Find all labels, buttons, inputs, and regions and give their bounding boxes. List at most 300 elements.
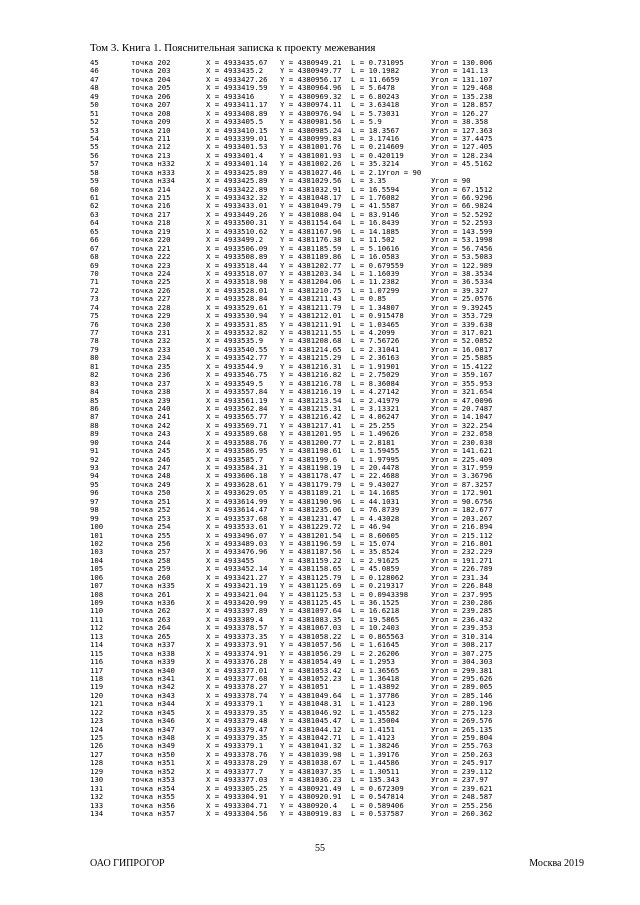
segment-length: L = 2.41979 xyxy=(351,395,400,405)
segment-angle: Угол = 25.5885 xyxy=(431,353,493,363)
point-name: точка 221 xyxy=(131,243,171,253)
point-name: точка 254 xyxy=(131,522,171,532)
segment-length: L = 41.5587 xyxy=(351,201,400,211)
point-x: X = 4933421.19 xyxy=(206,581,268,591)
segment-angle: Угол = 230.286 xyxy=(431,598,493,607)
point-y: Y = 4381200.77 xyxy=(280,437,342,447)
point-x: X = 4933377.01 xyxy=(206,665,268,675)
segment-length: L = 11.502 xyxy=(351,235,395,245)
point-x: X = 4933506.09 xyxy=(206,243,268,253)
segment-length: L = 3.17416 xyxy=(351,133,400,143)
point-index: 58 xyxy=(90,167,99,177)
segment-angle: Угол = 56.7456 xyxy=(431,243,493,253)
point-index: 122 xyxy=(90,707,104,717)
segment-length: L = 10.1982 xyxy=(351,66,400,76)
point-index: 112 xyxy=(90,623,104,633)
point-x: X = 4933379.47 xyxy=(206,724,268,734)
point-index: 107 xyxy=(90,581,104,591)
segment-length: L = 3.13321 xyxy=(351,403,400,413)
point-index: 86 xyxy=(90,403,99,413)
point-index: 49 xyxy=(90,91,99,101)
point-name: точка 240 xyxy=(131,403,171,413)
point-y: Y = 4381229.72 xyxy=(280,522,342,532)
point-index: 129 xyxy=(90,766,104,776)
segment-length: L = 45.0859 xyxy=(351,564,400,574)
point-name: точка 211 xyxy=(131,133,171,143)
point-name: точка н348 xyxy=(131,733,175,742)
point-x: X = 4933378.57 xyxy=(206,623,268,633)
segment-length: L = 0.85 xyxy=(351,294,387,304)
segment-length: L = 0.672309 xyxy=(351,783,404,793)
point-name: точка 223 xyxy=(131,260,171,270)
point-x: X = 4933557.84 xyxy=(206,387,268,397)
segment-angle: Угол = 25.0576 xyxy=(431,294,493,304)
point-x: X = 4933399.01 xyxy=(206,133,268,143)
segment-angle: Угол = 317.021 xyxy=(431,328,493,337)
segment-length: L = 15.074 xyxy=(351,538,395,548)
point-name: точка н336 xyxy=(131,598,175,607)
segment-angle: Угол = 269.576 xyxy=(431,716,493,726)
point-index: 65 xyxy=(90,226,99,236)
point-index: 123 xyxy=(90,716,104,726)
segment-length: L = 1.4123 xyxy=(351,699,395,709)
segment-angle: Угол = 225.409 xyxy=(431,454,493,464)
point-index: 46 xyxy=(90,66,99,76)
point-y: Y = 4381216.19 xyxy=(280,387,342,397)
point-index: 73 xyxy=(90,294,99,304)
point-index: 71 xyxy=(90,277,99,287)
segment-length: L = 0.537587 xyxy=(351,808,404,818)
segment-angle: Угол = 15.4122 xyxy=(431,361,493,371)
segment-angle: Угол = 236.432 xyxy=(431,614,493,624)
segment-length: L = 19.5865 xyxy=(351,614,400,624)
point-x: X = 4933419.59 xyxy=(206,83,268,93)
segment-length: L = 8.60605 xyxy=(351,530,400,540)
point-index: 126 xyxy=(90,741,104,751)
point-index: 93 xyxy=(90,463,99,472)
point-y: Y = 4381002.26 xyxy=(280,159,342,169)
segment-angle: Угол = 295.626 xyxy=(431,673,493,683)
point-index: 75 xyxy=(90,311,99,321)
point-index: 62 xyxy=(90,201,99,211)
point-x: X = 4933489.03 xyxy=(206,538,268,548)
segment-length: L = 2.75029 xyxy=(351,370,400,380)
segment-angle: Угол = 226.848 xyxy=(431,581,493,591)
point-y: Y = 4381038.67 xyxy=(280,758,342,768)
segment-angle: Угол = 203.267 xyxy=(431,513,493,523)
point-x: X = 4933544.9 xyxy=(206,361,264,371)
point-x: X = 4933565.77 xyxy=(206,412,268,422)
point-name: точка н338 xyxy=(131,648,175,658)
point-x: X = 4933421.27 xyxy=(206,572,268,582)
segment-angle: Угол = 237.97 xyxy=(431,775,489,785)
point-name: точка 208 xyxy=(131,108,171,118)
point-name: точка 256 xyxy=(131,538,171,548)
point-x: X = 4933540.55 xyxy=(206,344,268,354)
point-index: 78 xyxy=(90,336,99,346)
segment-length: L = 10.2403 xyxy=(351,623,400,633)
segment-angle: Угол = 299.381 xyxy=(431,665,493,675)
point-index: 117 xyxy=(90,665,104,675)
segment-angle: Угол = 67.1512 xyxy=(431,184,493,194)
point-y: Y = 4381058.22 xyxy=(280,631,342,641)
point-name: точка н351 xyxy=(131,758,175,768)
point-name: точка н350 xyxy=(131,749,175,759)
point-y: Y = 4381216.42 xyxy=(280,412,342,422)
segment-length: L = 5.73031 xyxy=(351,108,400,118)
point-y: Y = 4381214.65 xyxy=(280,344,342,354)
point-name: точка 205 xyxy=(131,83,171,93)
point-y: Y = 4381201.54 xyxy=(280,530,342,540)
segment-length: L = 3.63418 xyxy=(351,100,400,110)
point-name: точка 258 xyxy=(131,555,171,565)
point-name: точка 212 xyxy=(131,142,171,152)
segment-angle: Угол = 3.36796 xyxy=(431,471,493,481)
footer-organization: ОАО ГИПРОГОР xyxy=(90,858,165,869)
segment-angle: Угол = 127.405 xyxy=(431,142,493,152)
point-index: 76 xyxy=(90,319,99,329)
point-index: 56 xyxy=(90,150,99,160)
point-y: Y = 4380999.83 xyxy=(280,133,342,143)
segment-angle: Угол = 359.167 xyxy=(431,370,493,380)
segment-length: L = 11.6659 xyxy=(351,74,400,84)
point-name: точка 241 xyxy=(131,412,171,422)
segment-angle: Угол = 47.0096 xyxy=(431,395,493,405)
point-name: точка 218 xyxy=(131,218,171,228)
point-index: 77 xyxy=(90,328,99,337)
segment-angle: Угол = 339.638 xyxy=(431,319,493,329)
point-index: 79 xyxy=(90,344,99,354)
point-y: Y = 4381051 xyxy=(280,682,329,692)
point-y: Y = 4381211.79 xyxy=(280,302,342,312)
point-y: Y = 4381027.46 xyxy=(280,167,342,177)
segment-angle: Угол = 14.1047 xyxy=(431,412,493,422)
point-name: точка 246 xyxy=(131,454,171,464)
segment-length: L = 1.35004 xyxy=(351,716,400,726)
point-y: Y = 4381046.92 xyxy=(280,707,342,717)
segment-length: L = 2.26206 xyxy=(351,648,400,658)
point-y: Y = 4380976.94 xyxy=(280,108,342,118)
segment-angle: Угол = 275.123 xyxy=(431,707,493,717)
point-y: Y = 4381211.91 xyxy=(280,319,342,329)
point-name: точка н346 xyxy=(131,716,175,726)
point-name: точка 242 xyxy=(131,420,171,430)
point-x: X = 4933569.71 xyxy=(206,420,268,430)
point-name: точка 214 xyxy=(131,184,171,194)
point-y: Y = 4381187.56 xyxy=(280,547,342,557)
point-index: 87 xyxy=(90,412,99,422)
point-y: Y = 4381201.95 xyxy=(280,429,342,439)
segment-angle: Угол = 239.353 xyxy=(431,623,493,633)
point-y: Y = 4381067.03 xyxy=(280,623,342,633)
point-x: X = 4933420.99 xyxy=(206,598,268,607)
point-y: Y = 4381049.64 xyxy=(280,690,342,700)
point-x: X = 4933408.89 xyxy=(206,108,268,118)
segment-angle: Угол = 232.058 xyxy=(431,429,493,439)
segment-length: L = 2.36163 xyxy=(351,353,400,363)
point-y: Y = 4381199.6 xyxy=(280,454,338,464)
point-index: 47 xyxy=(90,74,99,84)
point-x: X = 4933377.7 xyxy=(206,766,264,776)
point-name: точка н347 xyxy=(131,724,175,734)
point-index: 52 xyxy=(90,117,99,127)
segment-length: L = 1.39176 xyxy=(351,749,400,759)
point-index: 48 xyxy=(90,83,99,93)
point-x: X = 4933614.99 xyxy=(206,496,268,506)
segment-length: L = 1.43892 xyxy=(351,682,400,692)
point-index: 53 xyxy=(90,125,99,135)
point-x: X = 4933589.68 xyxy=(206,429,268,439)
point-y: Y = 4381196.59 xyxy=(280,538,342,548)
segment-length: L = 0.0943398 xyxy=(351,589,409,599)
point-y: Y = 4381083.35 xyxy=(280,614,342,624)
point-name: точка н337 xyxy=(131,640,175,650)
point-y: Y = 4381125.45 xyxy=(280,598,342,607)
point-x: X = 4933476.96 xyxy=(206,547,268,557)
point-y: Y = 4381125.79 xyxy=(280,572,342,582)
segment-angle: Угол = 310.314 xyxy=(431,631,493,641)
point-name: точка 206 xyxy=(131,91,171,101)
point-index: 80 xyxy=(90,353,99,363)
point-index: 94 xyxy=(90,471,99,481)
point-index: 101 xyxy=(90,530,104,540)
point-x: X = 4933425.89 xyxy=(206,176,268,186)
point-index: 64 xyxy=(90,218,99,228)
point-x: X = 4933549.5 xyxy=(206,378,264,388)
segment-length: L = 1.34807 xyxy=(351,302,400,312)
point-index: 114 xyxy=(90,640,104,650)
point-x: X = 4933500.31 xyxy=(206,218,268,228)
point-x: X = 4933401.53 xyxy=(206,142,268,152)
point-name: точка 262 xyxy=(131,606,171,616)
point-x: X = 4933533.61 xyxy=(206,522,268,532)
point-name: точка н343 xyxy=(131,690,175,700)
segment-length: L = 0.679559 xyxy=(351,260,404,270)
segment-length: L = 16.5594 xyxy=(351,184,400,194)
point-index: 70 xyxy=(90,268,99,278)
segment-angle: Угол = 260.362 xyxy=(431,808,493,818)
point-y: Y = 4381198.61 xyxy=(280,446,342,456)
point-name: точка 203 xyxy=(131,66,171,76)
point-x: X = 4933378.29 xyxy=(206,758,268,768)
point-name: точка 255 xyxy=(131,530,171,540)
segment-angle: Угол = 230.038 xyxy=(431,437,493,447)
segment-angle: Угол = 308.217 xyxy=(431,640,493,650)
point-index: 109 xyxy=(90,598,104,607)
point-y: Y = 4381045.47 xyxy=(280,716,342,726)
point-x: X = 4933518.44 xyxy=(206,260,268,270)
point-y: Y = 4380969.32 xyxy=(280,91,342,101)
point-name: точка 261 xyxy=(131,589,171,599)
page-number: 55 xyxy=(315,843,325,854)
segment-angle: Угол = 127.363 xyxy=(431,125,493,135)
segment-length: L = 1.59455 xyxy=(351,446,400,456)
point-y: Y = 4380949.21 xyxy=(280,58,342,67)
point-y: Y = 4381097.64 xyxy=(280,606,342,616)
point-x: X = 4933304.56 xyxy=(206,808,268,818)
point-name: точка 207 xyxy=(131,100,171,110)
point-name: точка 202 xyxy=(131,58,171,67)
point-index: 115 xyxy=(90,648,104,658)
point-index: 85 xyxy=(90,395,99,405)
point-y: Y = 4381159.22 xyxy=(280,555,342,565)
point-name: точка 220 xyxy=(131,235,171,245)
segment-length: L = 2.31041 xyxy=(351,344,400,354)
point-index: 51 xyxy=(90,108,99,118)
point-x: X = 4933305.25 xyxy=(206,783,268,793)
segment-length: L = 22.4688 xyxy=(351,471,400,481)
segment-length: L = 1.4123 xyxy=(351,733,395,742)
point-index: 133 xyxy=(90,800,104,810)
point-name: точка 251 xyxy=(131,496,171,506)
point-y: Y = 4381215.29 xyxy=(280,353,342,363)
point-index: 84 xyxy=(90,387,99,397)
point-x: X = 4933628.61 xyxy=(206,479,268,489)
point-name: точка 257 xyxy=(131,547,171,557)
point-x: X = 4933542.77 xyxy=(206,353,268,363)
point-x: X = 4933379.48 xyxy=(206,716,268,726)
point-index: 63 xyxy=(90,209,99,219)
point-name: точка 204 xyxy=(131,74,171,84)
point-index: 121 xyxy=(90,699,104,709)
segment-angle: Угол = 322.254 xyxy=(431,420,493,430)
point-y: Y = 4381217.41 xyxy=(280,420,342,430)
point-y: Y = 4381001.93 xyxy=(280,150,342,160)
segment-angle: Угол = 265.135 xyxy=(431,724,493,734)
point-x: X = 4933586.95 xyxy=(206,446,268,456)
point-name: точка 238 xyxy=(131,387,171,397)
point-index: 99 xyxy=(90,513,99,523)
point-index: 72 xyxy=(90,285,99,295)
segment-angle: Угол = 304.303 xyxy=(431,657,493,667)
segment-length: L = 1.16039 xyxy=(351,268,400,278)
segment-angle: Угол = 131.107 xyxy=(431,74,493,84)
point-name: точка 228 xyxy=(131,302,171,312)
point-y: Y = 4380974.11 xyxy=(280,100,342,110)
point-y: Y = 4381216.82 xyxy=(280,370,342,380)
segment-length: L = 20.4478 xyxy=(351,463,400,472)
segment-length: L = 1.36565 xyxy=(351,665,400,675)
segment-length: L = 1.61645 xyxy=(351,640,400,650)
point-name: точка н345 xyxy=(131,707,175,717)
segment-angle: Угол = 39.327 xyxy=(431,285,489,295)
point-index: 131 xyxy=(90,783,104,793)
point-x: X = 4933379.35 xyxy=(206,707,268,717)
point-name: точка 226 xyxy=(131,285,171,295)
point-name: точка 215 xyxy=(131,193,171,202)
segment-angle: Угол = 239.621 xyxy=(431,783,493,793)
point-index: 82 xyxy=(90,370,99,380)
point-x: X = 4933410.15 xyxy=(206,125,268,135)
point-index: 110 xyxy=(90,606,104,616)
segment-angle: Угол = 216.894 xyxy=(431,522,493,532)
point-y: Y = 4381179.79 xyxy=(280,479,342,489)
point-index: 66 xyxy=(90,235,99,245)
point-x: X = 4933508.89 xyxy=(206,252,268,262)
segment-length: L = 1.91901 xyxy=(351,361,400,371)
point-y: Y = 4381231.47 xyxy=(280,513,342,523)
point-index: 124 xyxy=(90,724,104,734)
point-x: X = 4933401.14 xyxy=(206,159,268,169)
point-name: точка 236 xyxy=(131,370,171,380)
point-x: X = 4933378.76 xyxy=(206,749,268,759)
point-index: 57 xyxy=(90,159,99,169)
point-y: Y = 4381125.69 xyxy=(280,581,342,591)
segment-angle: Угол = 143.599 xyxy=(431,226,493,236)
point-name: точка н342 xyxy=(131,682,175,692)
point-y: Y = 4381053.42 xyxy=(280,665,342,675)
segment-length: L = 135.343 xyxy=(351,775,400,785)
point-name: точка 245 xyxy=(131,446,171,456)
point-index: 92 xyxy=(90,454,99,464)
point-y: Y = 4381054.49 xyxy=(280,657,342,667)
point-y: Y = 4381041.32 xyxy=(280,741,342,751)
segment-length: L = 4.06247 xyxy=(351,412,400,422)
point-index: 55 xyxy=(90,142,99,152)
segment-angle: Угол = 90.6756 xyxy=(431,496,493,506)
point-x: X = 4933401.4 xyxy=(206,150,264,160)
point-y: Y = 4381185.59 xyxy=(280,243,342,253)
point-x: X = 4933449.26 xyxy=(206,209,268,219)
point-y: Y = 4380949.77 xyxy=(280,66,342,76)
point-x: X = 4933374.91 xyxy=(206,648,268,658)
point-index: 104 xyxy=(90,555,104,565)
segment-length: L = 2.1Угол = 90 xyxy=(351,167,422,177)
segment-length: L = 2.8181 xyxy=(351,437,395,447)
point-y: Y = 4381216.31 xyxy=(280,361,342,371)
point-y: Y = 4381235.06 xyxy=(280,505,342,515)
segment-length: L = 0.128062 xyxy=(351,572,404,582)
segment-length: L = 8.36084 xyxy=(351,378,400,388)
point-index: 69 xyxy=(90,260,99,270)
segment-length: L = 4.43028 xyxy=(351,513,400,523)
point-y: Y = 4381167.96 xyxy=(280,226,342,236)
point-name: точка 250 xyxy=(131,488,171,498)
segment-angle: Угол = 20.7487 xyxy=(431,403,493,413)
point-y: Y = 4381052.23 xyxy=(280,673,342,683)
point-y: Y = 4380921.49 xyxy=(280,783,342,793)
segment-length: L = 0.219317 xyxy=(351,581,404,591)
segment-length: L = 1.07299 xyxy=(351,285,400,295)
point-y: Y = 4381198.19 xyxy=(280,463,342,472)
point-x: X = 4933405.5 xyxy=(206,117,264,127)
segment-angle: Угол = 216.801 xyxy=(431,538,493,548)
point-y: Y = 4381037.35 xyxy=(280,766,342,776)
segment-angle: Угол = 38.3534 xyxy=(431,268,493,278)
point-x: X = 4933432.32 xyxy=(206,193,268,202)
segment-length: L = 0.589406 xyxy=(351,800,404,810)
segment-angle: Угол = 255.256 xyxy=(431,800,493,810)
point-y: Y = 4380919.83 xyxy=(280,808,342,818)
point-x: X = 4933421.04 xyxy=(206,589,268,599)
point-y: Y = 4381203.34 xyxy=(280,268,342,278)
segment-angle: Угол = 52.2593 xyxy=(431,218,493,228)
segment-length: L = 14.1885 xyxy=(351,226,400,236)
segment-length: L = 76.8739 xyxy=(351,505,400,515)
segment-length: L = 44.1031 xyxy=(351,496,400,506)
point-x: X = 4933435.67 xyxy=(206,58,268,67)
point-index: 120 xyxy=(90,690,104,700)
point-index: 96 xyxy=(90,488,99,498)
segment-angle: Угол = 129.468 xyxy=(431,83,493,93)
point-index: 116 xyxy=(90,657,104,667)
segment-length: L = 16.0583 xyxy=(351,252,400,262)
segment-angle: Угол = 52.5292 xyxy=(431,209,493,219)
segment-angle: Угол = 255.763 xyxy=(431,741,493,751)
point-name: точка 235 xyxy=(131,361,171,371)
point-x: X = 4933496.07 xyxy=(206,530,268,540)
point-index: 98 xyxy=(90,505,99,515)
